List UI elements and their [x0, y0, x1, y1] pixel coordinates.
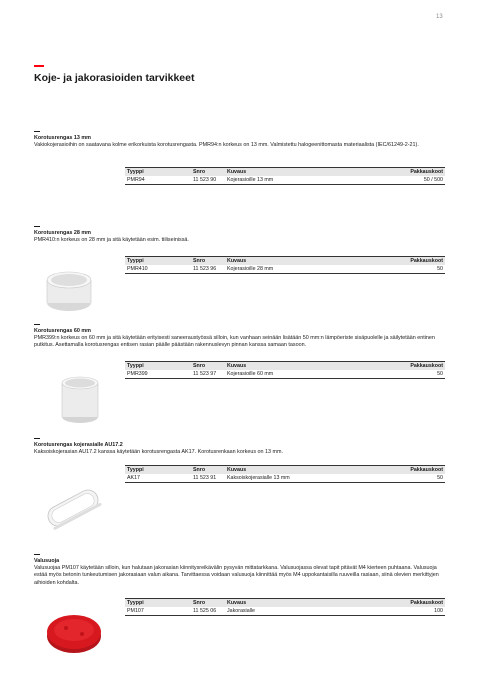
header-type: Tyyppi	[125, 466, 191, 475]
section-description: Vakiokojerasioihin on saatavana kolme erikorkuista korotusrengasta. PMR94:n korkeus on 13 mm. Valmistettu halogeenittomasta materiaalista (IEC/61249-2-21).	[34, 142, 419, 148]
section-description: Valusuojaa PM107 käytetään silloin, kun halutaan jakorasian kiinnitysreikävälin pysyvän mittatarkkana. Valusuojassa olevat tapit pitävät M4 kierteen puhtaana. Valusuoja estää myös betonin tunkeutumisen jakorasiaan valun aikana. Tarvittaessa voidaan valusuoja kiinnittää myös M4 uppokantaisilla ruuveilla rasiaan, siinä olevien merkittyjen aihioiden kohdalta.	[34, 565, 439, 586]
cell-pack: 50	[389, 265, 445, 274]
cell-desc: Kojerasioille 28 mm	[225, 265, 389, 274]
header-desc: Kuvaus	[225, 257, 389, 266]
page-number: 13	[436, 14, 443, 20]
table-row	[125, 607, 445, 616]
cell-type: PM107	[125, 607, 191, 616]
header-snro: Snro	[191, 362, 225, 371]
section-title: Korotusrengas 60 mm	[34, 328, 91, 334]
section-title: Korotusrengas 13 mm	[34, 135, 91, 141]
page-title: Koje- ja jakorasioiden tarvikkeet	[34, 72, 195, 84]
section-description: PMR399:n korkeus on 60 mm ja sitä käytetään erityisesti saneeraustyössä silloin, kun vanhaan seinään lisätään 50 mm:n lämpöeriste sisäpuolelle ja säilytetään entinen putkitus. Asettamalla korotusrengas entisen rasian päälle päästään rakennuslevyn pinnan kanssa samaan tasoon.	[34, 335, 435, 349]
header-pack: Pakkauskoot	[389, 599, 445, 608]
table-row	[125, 474, 445, 483]
table-header-row	[125, 168, 445, 177]
ring-60mm-image	[56, 375, 104, 425]
table-header-row	[125, 362, 445, 371]
header-pack: Pakkauskoot	[389, 168, 445, 177]
table-header-row	[125, 466, 445, 475]
header-type: Tyyppi	[125, 362, 191, 371]
table-row	[125, 176, 445, 185]
cell-snro: 11 523 91	[191, 474, 225, 483]
section-accent	[34, 324, 40, 325]
title-accent-bar	[34, 65, 44, 67]
spec-table-pmr410	[125, 256, 445, 274]
section-title: Korotusrengas kojerasialle AU17.2	[34, 442, 123, 448]
cell-desc: Kojerasioille 60 mm	[225, 370, 389, 379]
section-accent	[34, 438, 40, 439]
ring-28mm-image	[44, 270, 94, 314]
cell-type: AK17	[125, 474, 191, 483]
section-description: PMR410:n korkeus on 28 mm ja sitä käytetään esim. tiiliseinissä.	[34, 237, 189, 243]
header-type: Tyyppi	[125, 599, 191, 608]
header-pack: Pakkauskoot	[389, 466, 445, 475]
spec-table-ak17	[125, 465, 445, 483]
table-row	[125, 265, 445, 274]
spec-table-pmr94	[125, 167, 445, 185]
cell-pack: 50	[389, 474, 445, 483]
header-type: Tyyppi	[125, 257, 191, 266]
header-snro: Snro	[191, 257, 225, 266]
cell-desc: Kaksoiskojerasialle 13 mm	[225, 474, 389, 483]
section-title: Korotusrengas 28 mm	[34, 230, 91, 236]
cell-snro: 11 523 96	[191, 265, 225, 274]
cell-pack: 50 / 500	[389, 176, 445, 185]
cell-snro: 11 523 97	[191, 370, 225, 379]
section-description: Kaksoiskojerasian AU17.2 kanssa käytetään korotusrengasta AK17. Korotusrenkaan korkeus on 13 mm.	[34, 449, 284, 455]
header-snro: Snro	[191, 466, 225, 475]
header-desc: Kuvaus	[225, 599, 389, 608]
cell-snro: 11 523 90	[191, 176, 225, 185]
cell-desc: Jakorasialle	[225, 607, 389, 616]
header-desc: Kuvaus	[225, 362, 389, 371]
cell-pack: 100	[389, 607, 445, 616]
header-snro: Snro	[191, 168, 225, 177]
section-valusuoja	[34, 554, 446, 587]
cell-snro: 11 525 06	[191, 607, 225, 616]
header-desc: Kuvaus	[225, 168, 389, 177]
section-accent	[34, 554, 40, 555]
header-type: Tyyppi	[125, 168, 191, 177]
cell-desc: Kojerasioille 13 mm	[225, 176, 389, 185]
cell-pack: 50	[389, 370, 445, 379]
spec-table-pm107	[125, 598, 445, 616]
section-accent	[34, 131, 40, 132]
valusuoja-image	[44, 610, 104, 656]
spec-table-pmr399	[125, 361, 445, 379]
section-korotusrengas-28	[34, 226, 446, 244]
header-snro: Snro	[191, 599, 225, 608]
table-header-row	[125, 599, 445, 608]
header-desc: Kuvaus	[225, 466, 389, 475]
table-header-row	[125, 257, 445, 266]
cell-type: PMR410	[125, 265, 191, 274]
cell-type: PMR399	[125, 370, 191, 379]
ring-ak17-image	[42, 484, 104, 532]
section-korotusrengas-au17	[34, 438, 446, 456]
section-korotusrengas-60	[34, 324, 446, 350]
section-accent	[34, 226, 40, 227]
section-title: Valusuoja	[34, 558, 60, 564]
table-row	[125, 370, 445, 379]
header-pack: Pakkauskoot	[389, 257, 445, 266]
section-korotusrengas-13	[34, 131, 446, 149]
cell-type: PMR94	[125, 176, 191, 185]
header-pack: Pakkauskoot	[389, 362, 445, 371]
